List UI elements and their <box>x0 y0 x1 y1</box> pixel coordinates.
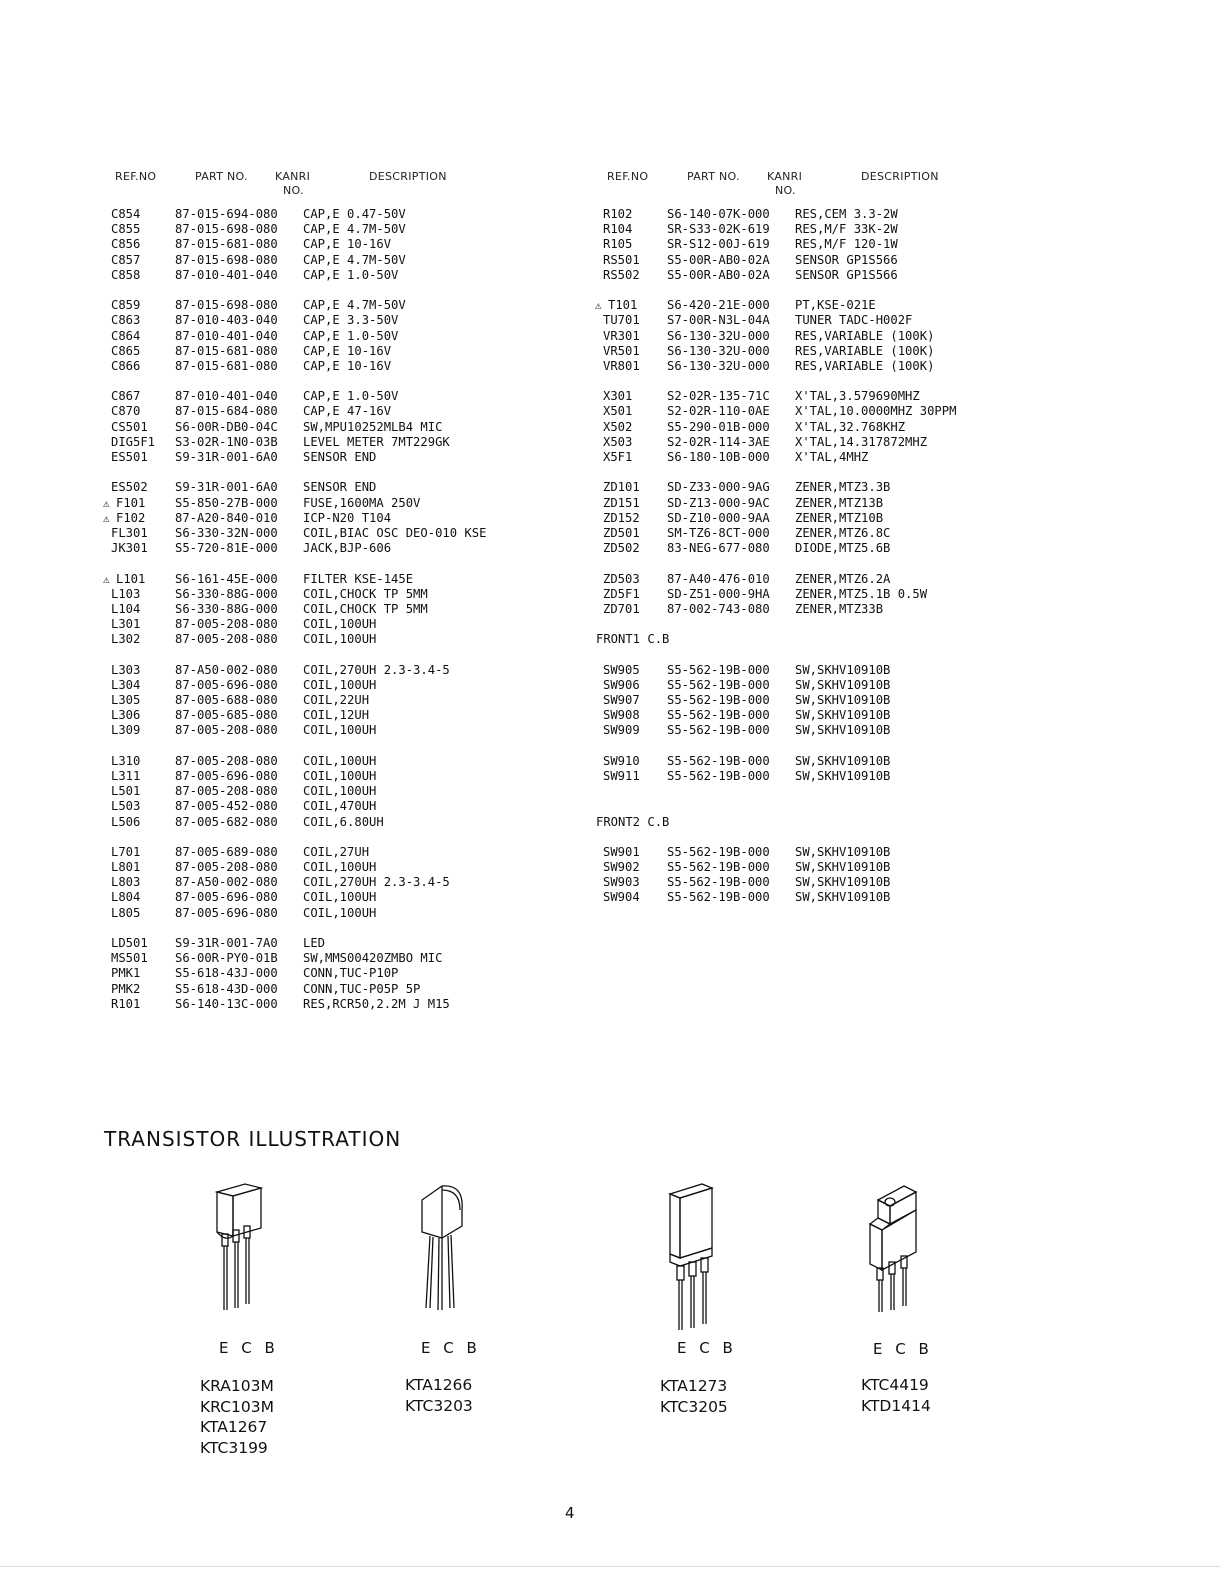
part-no-cell: SM-TZ6-8CT-000 <box>667 525 770 540</box>
description-cell: COIL,100UH <box>303 860 377 875</box>
part-no-cell: 87-015-681-080 <box>175 358 278 373</box>
part-no-cell: S5-00R-AB0-02A <box>667 267 770 282</box>
part-no-cell: 87-015-684-080 <box>175 404 278 419</box>
description-cell: CAP,E 4.7M-50V <box>303 222 406 237</box>
ref-no-cell: L303 <box>111 662 141 677</box>
description-cell: X'TAL,10.0000MHZ 30PPM <box>795 404 957 419</box>
ref-no-cell: SW901 <box>603 844 640 859</box>
model-list <box>660 1376 728 1417</box>
description-cell: SW,SKHV10910B <box>795 662 891 677</box>
safety-warning-icon: ⚠ <box>595 299 602 313</box>
description-cell: ZENER,MTZ6.8C <box>795 525 891 540</box>
ref-no-cell: L803 <box>111 875 141 890</box>
part-no-cell: S5-720-81E-000 <box>175 541 278 556</box>
ref-no-cell: TU701 <box>603 313 640 328</box>
description-cell: COIL,100UH <box>303 753 377 768</box>
ref-no-cell: PMK2 <box>111 981 141 996</box>
ref-no-cell: VR501 <box>603 343 640 358</box>
ref-no-cell: SW909 <box>603 723 640 738</box>
header-kanri-no: NO. <box>283 184 304 197</box>
description-cell: RES,M/F 33K-2W <box>795 222 898 237</box>
ref-no-cell: C858 <box>111 267 141 282</box>
transistor-icon-to92 <box>412 1180 472 1315</box>
description-cell: ZENER,MTZ6.2A <box>795 571 891 586</box>
description-cell: CAP,E 4.7M-50V <box>303 298 406 313</box>
ref-no-cell: ZD701 <box>603 601 640 616</box>
description-cell: CAP,E 1.0-50V <box>303 267 399 282</box>
model-name: KTC3203 <box>405 1396 473 1415</box>
model-list <box>861 1375 931 1416</box>
header-part-no: PART NO. <box>687 170 740 183</box>
ref-no-cell: ZD503 <box>603 571 640 586</box>
ref-no-cell: X301 <box>603 389 633 404</box>
part-no-cell: S5-562-19B-000 <box>667 693 770 707</box>
description-cell: X'TAL,3.579690MHZ <box>795 389 920 404</box>
part-no-cell: 83-NEG-677-080 <box>667 541 770 556</box>
description-cell: COIL,27UH <box>303 844 370 859</box>
ref-no-cell: DIG5F1 <box>111 434 156 449</box>
ref-no-cell: SW907 <box>603 693 640 707</box>
ref-no-cell: SW904 <box>603 890 640 905</box>
part-no-cell: S5-562-19B-000 <box>667 662 770 677</box>
part-no-cell: 87-005-682-080 <box>175 814 278 829</box>
description-cell: COIL,270UH 2.3-3.4-5 <box>303 662 450 677</box>
description-cell: SW,SKHV10910B <box>795 844 891 859</box>
description-cell: COIL,100UH <box>303 890 377 905</box>
description-cell: CAP,E 3.3-50V <box>303 313 399 328</box>
model-name: KTA1273 <box>660 1377 728 1395</box>
model-list <box>200 1376 274 1458</box>
part-no-cell: S2-02R-135-71C <box>667 389 770 404</box>
part-no-cell: S5-00R-AB0-02A <box>667 252 770 267</box>
part-no-cell: 87-010-401-040 <box>175 328 278 343</box>
header-kanri: KANRI <box>767 170 803 183</box>
ref-no-cell: R102 <box>603 207 633 221</box>
ref-no-cell: VR801 <box>603 358 640 373</box>
description-cell: SW,SKHV10910B <box>795 708 891 723</box>
ref-no-cell: ZD151 <box>603 495 640 510</box>
description-cell: ZENER,MTZ5.1B 0.5W <box>795 586 928 601</box>
part-no-cell: S6-161-45E-000 <box>175 571 278 586</box>
header-kanri: KANRI <box>275 170 311 183</box>
description-cell: SW,MMS00420ZMBO MIC <box>303 951 443 966</box>
ref-no-cell: R101 <box>111 996 141 1011</box>
model-name: KTA1266 <box>405 1376 473 1394</box>
description-cell: SENSOR END <box>303 480 377 495</box>
description-cell: ZENER,MTZ13B <box>795 495 884 510</box>
description-cell: RES,VARIABLE (100K) <box>795 343 935 358</box>
description-cell: CAP,E 47-16V <box>303 404 392 419</box>
header-kanri-no: NO. <box>775 184 796 197</box>
part-no-cell: S6-130-32U-000 <box>667 343 770 358</box>
transistor-icon-to126 <box>660 1180 730 1335</box>
model-name: KTA1267 <box>200 1418 268 1436</box>
pin-label: E C B <box>677 1339 737 1357</box>
part-no-cell: S5-562-19B-000 <box>667 875 770 890</box>
part-no-cell: S9-31R-001-6A0 <box>175 450 278 464</box>
ref-no-cell: ZD152 <box>603 510 640 525</box>
ref-no-cell: JK301 <box>111 541 148 556</box>
ref-no-cell: SW906 <box>603 677 640 692</box>
part-no-cell: 87-015-698-080 <box>175 298 278 313</box>
description-cell: SW,SKHV10910B <box>795 753 891 768</box>
pin-label: E C B <box>219 1339 279 1357</box>
part-no-cell: S9-31R-001-6A0 <box>175 480 278 495</box>
description-cell: RES,RCR50,2.2M J M15 <box>303 996 450 1011</box>
ref-no-cell: R105 <box>603 237 633 252</box>
part-no-cell: S5-290-01B-000 <box>667 419 770 434</box>
part-no-cell: S6-140-07K-000 <box>667 207 770 221</box>
part-no-cell: 87-015-694-080 <box>175 207 278 221</box>
description-cell: SENSOR END <box>303 450 377 464</box>
ref-no-cell: L501 <box>111 784 141 799</box>
description-cell: LED <box>303 936 326 950</box>
description-cell: COIL,BIAC OSC DEO-010 KSE <box>303 525 487 540</box>
description-cell: SW,MPU10252MLB4 MIC <box>303 419 443 434</box>
description-cell: SW,SKHV10910B <box>795 723 891 738</box>
part-no-cell: 87-015-698-080 <box>175 252 278 267</box>
description-cell: COIL,100UH <box>303 677 377 692</box>
description-cell: DIODE,MTZ5.6B <box>795 541 891 556</box>
description-cell: ZENER,MTZ3.3B <box>795 480 891 495</box>
description-cell: COIL,470UH <box>303 799 377 814</box>
header-ref-no: REF.NO <box>607 170 649 183</box>
description-cell: CAP,E 1.0-50V <box>303 389 399 404</box>
description-cell: RES,CEM 3.3-2W <box>795 207 898 221</box>
ref-no-cell: C857 <box>111 252 141 267</box>
part-no-cell: S5-618-43J-000 <box>175 966 278 981</box>
section-label: FRONT2 C.B <box>596 814 670 829</box>
part-no-cell: S6-330-88G-000 <box>175 586 278 601</box>
description-cell: ICP-N20 T104 <box>303 510 392 525</box>
ref-no-cell: ZD501 <box>603 525 640 540</box>
part-no-cell: 87-A40-476-010 <box>667 571 770 586</box>
part-no-cell: S6-330-88G-000 <box>175 601 278 616</box>
ref-no-cell: ES501 <box>111 450 148 464</box>
part-no-cell: S2-02R-114-3AE <box>667 434 770 449</box>
ref-no-cell: C867 <box>111 389 141 404</box>
description-cell: SENSOR GP1S566 <box>795 252 898 267</box>
part-no-cell: 87-010-401-040 <box>175 267 278 282</box>
description-cell: TUNER TADC-H002F <box>795 313 913 328</box>
safety-warning-icon: ⚠ <box>103 496 110 510</box>
description-cell: CAP,E 10-16V <box>303 343 392 358</box>
part-no-cell: 87-005-208-080 <box>175 617 278 632</box>
model-name: KTC3199 <box>200 1438 268 1457</box>
description-cell: COIL,12UH <box>303 708 370 723</box>
ref-no-cell: SW905 <box>603 662 640 677</box>
ref-no-cell: L309 <box>111 723 141 738</box>
ref-no-cell: L306 <box>111 708 141 723</box>
ref-no-cell: L311 <box>111 768 141 783</box>
ref-no-cell: L304 <box>111 677 141 692</box>
description-cell: SW,SKHV10910B <box>795 890 891 905</box>
ref-no-cell: FL301 <box>111 525 148 540</box>
ref-no-cell: C865 <box>111 343 141 358</box>
description-cell: SW,SKHV10910B <box>795 860 891 875</box>
model-name: KTC4419 <box>861 1376 929 1394</box>
part-no-cell: 87-010-403-040 <box>175 313 278 328</box>
part-no-cell: S6-130-32U-000 <box>667 328 770 343</box>
description-cell: CAP,E 10-16V <box>303 358 392 373</box>
ref-no-cell: VR301 <box>603 328 640 343</box>
header-description: DESCRIPTION <box>861 170 939 183</box>
description-cell: FUSE,1600MA 250V <box>303 495 421 510</box>
description-cell: X'TAL,4MHZ <box>795 450 869 464</box>
part-no-cell: 87-005-696-080 <box>175 890 278 905</box>
description-cell: COIL,100UH <box>303 905 377 920</box>
ref-no-cell: L305 <box>111 693 141 707</box>
ref-no-cell: L302 <box>111 632 141 647</box>
part-no-cell: 87-005-689-080 <box>175 844 278 859</box>
part-no-cell: S5-562-19B-000 <box>667 860 770 875</box>
part-no-cell: S5-562-19B-000 <box>667 890 770 905</box>
ref-no-cell: L801 <box>111 860 141 875</box>
pin-label: E C B <box>873 1340 933 1358</box>
description-cell: COIL,100UH <box>303 632 377 647</box>
model-name: KRC103M <box>200 1397 274 1416</box>
ref-no-cell: ES502 <box>111 480 148 495</box>
part-no-cell: 87-005-688-080 <box>175 693 278 707</box>
part-no-cell: S3-02R-1N0-03B <box>175 434 278 449</box>
ref-no-cell: L104 <box>111 601 141 616</box>
part-no-cell: S6-00R-PY0-01B <box>175 951 278 966</box>
part-no-cell: S6-130-32U-000 <box>667 358 770 373</box>
ref-no-cell: L805 <box>111 905 141 920</box>
description-cell: ZENER,MTZ10B <box>795 510 884 525</box>
description-cell: SW,SKHV10910B <box>795 875 891 890</box>
description-cell: CAP,E 0.47-50V <box>303 207 406 221</box>
ref-no-cell: C856 <box>111 237 141 252</box>
ref-no-cell: L506 <box>111 814 141 829</box>
ref-no-cell: RS501 <box>603 252 640 267</box>
page-bottom-rule <box>0 1566 1220 1567</box>
ref-no-cell: R104 <box>603 222 633 237</box>
description-cell: COIL,CHOCK TP 5MM <box>303 586 428 601</box>
description-cell: X'TAL,14.317872MHZ <box>795 434 928 449</box>
ref-no-cell: LD501 <box>111 936 148 950</box>
part-no-cell: 87-005-685-080 <box>175 708 278 723</box>
ref-no-cell: SW910 <box>603 753 640 768</box>
part-no-cell: 87-A50-002-080 <box>175 875 278 890</box>
part-no-cell: S5-618-43D-000 <box>175 981 278 996</box>
part-no-cell: 87-015-698-080 <box>175 222 278 237</box>
ref-no-cell: C864 <box>111 328 141 343</box>
part-no-cell: SR-S12-00J-619 <box>667 237 770 252</box>
page-number: 4 <box>565 1504 575 1522</box>
ref-no-cell: L103 <box>111 586 141 601</box>
part-no-cell: S5-850-27B-000 <box>175 495 278 510</box>
part-no-cell: 87-005-208-080 <box>175 753 278 768</box>
description-cell: COIL,270UH 2.3-3.4-5 <box>303 875 450 890</box>
description-cell: SW,SKHV10910B <box>795 693 891 707</box>
ref-no-cell: L101 <box>116 571 146 586</box>
description-cell: RES,VARIABLE (100K) <box>795 328 935 343</box>
ref-no-cell: X502 <box>603 419 633 434</box>
description-cell: X'TAL,32.768KHZ <box>795 419 906 434</box>
part-no-cell: S5-562-19B-000 <box>667 677 770 692</box>
part-no-cell: S6-420-21E-000 <box>667 298 770 313</box>
ref-no-cell: MS501 <box>111 951 148 966</box>
ref-no-cell: T101 <box>608 298 638 313</box>
ref-no-cell: SW903 <box>603 875 640 890</box>
description-cell: SENSOR GP1S566 <box>795 267 898 282</box>
part-no-cell: 87-005-696-080 <box>175 768 278 783</box>
ref-no-cell: ZD5F1 <box>603 586 640 601</box>
part-no-cell: 87-002-743-080 <box>667 601 770 616</box>
part-no-cell: S6-140-13C-000 <box>175 996 278 1011</box>
description-cell: RES,M/F 120-1W <box>795 237 898 252</box>
ref-no-cell: RS502 <box>603 267 640 282</box>
part-no-cell: 87-015-681-080 <box>175 237 278 252</box>
ref-no-cell: PMK1 <box>111 966 141 981</box>
safety-warning-icon: ⚠ <box>103 511 110 525</box>
ref-no-cell: SW908 <box>603 708 640 723</box>
description-cell: FILTER KSE-145E <box>303 571 414 586</box>
part-no-cell: S6-180-10B-000 <box>667 450 770 464</box>
transistor-icon-to92s <box>205 1180 275 1315</box>
transistor-icon-to220 <box>860 1180 930 1315</box>
part-no-cell: SR-S33-02K-619 <box>667 222 770 237</box>
ref-no-cell: L804 <box>111 890 141 905</box>
part-no-cell: S6-330-32N-000 <box>175 525 278 540</box>
description-cell: SW,SKHV10910B <box>795 677 891 692</box>
description-cell: ZENER,MTZ33B <box>795 601 884 616</box>
model-name: KTD1414 <box>861 1396 931 1415</box>
description-cell: JACK,BJP-606 <box>303 541 392 556</box>
ref-no-cell: SW902 <box>603 860 640 875</box>
description-cell: COIL,100UH <box>303 723 377 738</box>
part-no-cell: 87-005-452-080 <box>175 799 278 814</box>
description-cell: COIL,6.80UH <box>303 814 384 829</box>
part-no-cell: 87-005-208-080 <box>175 860 278 875</box>
part-no-cell: 87-010-401-040 <box>175 389 278 404</box>
description-cell: CAP,E 10-16V <box>303 237 392 252</box>
ref-no-cell: L503 <box>111 799 141 814</box>
section-label: FRONT1 C.B <box>596 632 670 647</box>
ref-no-cell: C863 <box>111 313 141 328</box>
header-part-no: PART NO. <box>195 170 248 183</box>
description-cell: CAP,E 1.0-50V <box>303 328 399 343</box>
ref-no-cell: X503 <box>603 434 633 449</box>
ref-no-cell: X5F1 <box>603 450 633 464</box>
ref-no-cell: SW911 <box>603 768 640 783</box>
ref-no-cell: CS501 <box>111 419 148 434</box>
description-cell: SW,SKHV10910B <box>795 768 891 783</box>
description-cell: LEVEL METER 7MT229GK <box>303 434 450 449</box>
ref-no-cell: X501 <box>603 404 633 419</box>
part-no-cell: 87-A50-002-080 <box>175 662 278 677</box>
part-no-cell: 87-015-681-080 <box>175 343 278 358</box>
part-no-cell: S5-562-19B-000 <box>667 844 770 859</box>
part-no-cell: 87-005-696-080 <box>175 905 278 920</box>
ref-no-cell: L310 <box>111 753 141 768</box>
model-name: KTC3205 <box>660 1397 728 1416</box>
description-cell: RES,VARIABLE (100K) <box>795 358 935 373</box>
ref-no-cell: C870 <box>111 404 141 419</box>
description-cell: PT,KSE-021E <box>795 298 876 313</box>
header-ref-no: REF.NO <box>115 170 157 183</box>
ref-no-cell: L301 <box>111 617 141 632</box>
ref-no-cell: ZD502 <box>603 541 640 556</box>
part-no-cell: S9-31R-001-7A0 <box>175 936 278 950</box>
description-cell: CONN,TUC-P05P 5P <box>303 981 421 996</box>
part-no-cell: S5-562-19B-000 <box>667 768 770 783</box>
description-cell: COIL,100UH <box>303 784 377 799</box>
safety-warning-icon: ⚠ <box>103 572 110 586</box>
ref-no-cell: ZD101 <box>603 480 640 495</box>
description-cell: COIL,22UH <box>303 693 370 707</box>
part-no-cell: S5-562-19B-000 <box>667 708 770 723</box>
ref-no-cell: C859 <box>111 298 141 313</box>
part-no-cell: SD-Z13-000-9AC <box>667 495 770 510</box>
part-no-cell: 87-005-208-080 <box>175 632 278 647</box>
description-cell: COIL,100UH <box>303 617 377 632</box>
ref-no-cell: F101 <box>116 495 146 510</box>
description-cell: CAP,E 4.7M-50V <box>303 252 406 267</box>
model-list <box>405 1375 473 1416</box>
ref-no-cell: C855 <box>111 222 141 237</box>
part-no-cell: SD-Z51-000-9HA <box>667 586 770 601</box>
part-no-cell: SD-Z10-000-9AA <box>667 510 770 525</box>
part-no-cell: 87-005-208-080 <box>175 784 278 799</box>
part-no-cell: S7-00R-N3L-04A <box>667 313 770 328</box>
pin-label: E C B <box>421 1339 481 1357</box>
description-cell: COIL,100UH <box>303 768 377 783</box>
part-no-cell: S2-02R-110-0AE <box>667 404 770 419</box>
transistor-section-title: TRANSISTOR ILLUSTRATION <box>104 1127 402 1151</box>
part-no-cell: S5-562-19B-000 <box>667 753 770 768</box>
part-no-cell: SD-Z33-000-9AG <box>667 480 770 495</box>
part-no-cell: S5-562-19B-000 <box>667 723 770 738</box>
ref-no-cell: C866 <box>111 358 141 373</box>
ref-no-cell: L701 <box>111 844 141 859</box>
part-no-cell: 87-005-696-080 <box>175 677 278 692</box>
ref-no-cell: C854 <box>111 207 141 221</box>
part-no-cell: 87-005-208-080 <box>175 723 278 738</box>
part-no-cell: 87-A20-840-010 <box>175 510 278 525</box>
description-cell: COIL,CHOCK TP 5MM <box>303 601 428 616</box>
header-description: DESCRIPTION <box>369 170 447 183</box>
ref-no-cell: F102 <box>116 510 146 525</box>
model-name: KRA103M <box>200 1377 274 1395</box>
part-no-cell: S6-00R-DB0-04C <box>175 419 278 434</box>
description-cell: CONN,TUC-P10P <box>303 966 399 981</box>
